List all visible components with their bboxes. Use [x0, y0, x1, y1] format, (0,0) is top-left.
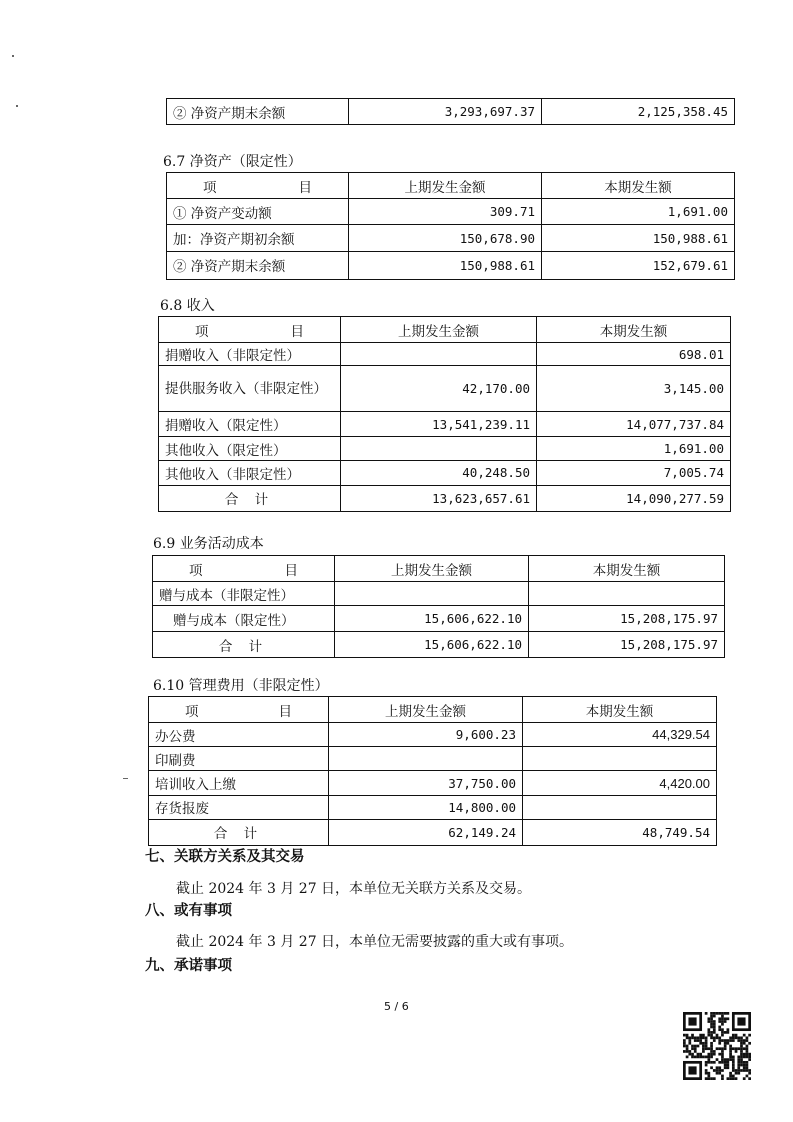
- heading-commitments: 九、承诺事项: [145, 957, 232, 974]
- current-amount: 152,679.61: [542, 251, 735, 279]
- total-label: 合 计: [159, 485, 341, 511]
- net-assets-unrestricted-table-tail: [166, 98, 735, 125]
- prior-amount: [341, 343, 537, 365]
- table-header-row: [153, 556, 725, 582]
- row-label: 存货报废: [149, 795, 329, 819]
- table-row: [159, 436, 731, 460]
- table-header-row: [167, 173, 735, 199]
- admin-expense-table: [148, 696, 717, 846]
- current-total: 14,090,277.59: [537, 485, 731, 511]
- header-prior: 上期发生金额: [335, 556, 529, 582]
- row-label: 其他收入（非限定性）: [159, 461, 341, 485]
- header-item-right: 目: [278, 703, 292, 720]
- total-label: 合 计: [153, 632, 335, 658]
- prior-amount: [341, 436, 537, 460]
- prior-amount: 309.71: [349, 199, 542, 225]
- header-item-right: 目: [290, 323, 304, 340]
- prior-amount: 40,248.50: [341, 461, 537, 485]
- table-row: [149, 795, 717, 819]
- table-total-row: [149, 819, 717, 845]
- prior-amount: 13,541,239.11: [341, 412, 537, 436]
- current-amount: 698.01: [537, 343, 731, 365]
- header-current: 本期发生额: [537, 317, 731, 343]
- table-row: [153, 606, 725, 632]
- table-row: [159, 343, 731, 365]
- prior-amount: 37,750.00: [329, 771, 523, 795]
- header-current: 本期发生额: [529, 556, 725, 582]
- prior-amount: [335, 582, 529, 606]
- prior-amount: 3,293,697.37: [349, 99, 542, 125]
- table-row: [149, 747, 717, 771]
- prior-amount: 14,800.00: [329, 795, 523, 819]
- table-total-row: [153, 632, 725, 658]
- table-row: [159, 461, 731, 485]
- table-row: [167, 251, 735, 279]
- section-title-6-8: 6.8 收入: [160, 298, 215, 314]
- row-label: 印刷费: [149, 747, 329, 771]
- table-row: [153, 582, 725, 606]
- net-assets-restricted-table: [166, 172, 735, 280]
- page-number: 5 / 6: [384, 1000, 409, 1013]
- program-cost-table: [152, 555, 725, 658]
- header-item-left: 项: [185, 703, 199, 720]
- qr-code-icon: [683, 1012, 751, 1080]
- row-label: 培训收入上缴: [149, 771, 329, 795]
- prior-amount: 150,988.61: [349, 251, 542, 279]
- prior-amount: 9,600.23: [329, 723, 523, 747]
- table-header-row: [159, 317, 731, 343]
- prior-amount: 15,606,622.10: [335, 606, 529, 632]
- row-label: 提供服务收入（非限定性）: [159, 365, 341, 412]
- margin-speck: [16, 105, 18, 107]
- current-amount: [529, 582, 725, 606]
- heading-related-parties: 七、关联方关系及其交易: [145, 848, 305, 865]
- row-label: 其他收入（限定性）: [159, 436, 341, 460]
- row-label: 捐赠收入（限定性）: [159, 412, 341, 436]
- table-row: [167, 199, 735, 225]
- current-amount: 15,208,175.97: [529, 606, 725, 632]
- table-row: [167, 99, 735, 125]
- header-current: 本期发生额: [523, 697, 717, 723]
- current-amount: [523, 747, 717, 771]
- current-total: 48,749.54: [523, 819, 717, 845]
- row-label: 办公费: [149, 723, 329, 747]
- current-total: 15,208,175.97: [529, 632, 725, 658]
- current-amount: 3,145.00: [537, 365, 731, 412]
- current-amount: [523, 795, 717, 819]
- margin-speck: [12, 55, 14, 57]
- heading-contingencies: 八、或有事项: [145, 902, 232, 919]
- header-current: 本期发生额: [542, 173, 735, 199]
- section-title-6-9: 6.9 业务活动成本: [153, 536, 264, 552]
- prior-amount: 150,678.90: [349, 225, 542, 251]
- header-item-right: 目: [298, 179, 312, 196]
- current-amount: 1,691.00: [537, 436, 731, 460]
- row-label: ① 净资产变动额: [167, 199, 349, 225]
- row-label: 赠与成本（非限定性）: [153, 582, 335, 606]
- header-item-left: 项: [203, 179, 217, 196]
- current-amount: 44,329.54: [523, 723, 717, 747]
- table-row: [159, 412, 731, 436]
- section-title-6-7: 6.7 净资产（限定性）: [163, 154, 302, 170]
- table-total-row: [159, 485, 731, 511]
- table-row: [149, 723, 717, 747]
- current-amount: 2,125,358.45: [542, 99, 735, 125]
- current-amount: 150,988.61: [542, 225, 735, 251]
- current-amount: 7,005.74: [537, 461, 731, 485]
- table-row: [159, 365, 731, 412]
- total-label: 合 计: [149, 819, 329, 845]
- row-label: ② 净资产期末余额: [167, 99, 349, 125]
- header-prior: 上期发生金额: [349, 173, 542, 199]
- row-label: 捐赠收入（非限定性）: [159, 343, 341, 365]
- current-amount: 4,420.00: [523, 771, 717, 795]
- prior-total: 62,149.24: [329, 819, 523, 845]
- prior-total: 15,606,622.10: [335, 632, 529, 658]
- revenue-table: [158, 316, 731, 512]
- row-label: 赠与成本（限定性）: [153, 606, 335, 632]
- paragraph-contingencies: 截止 2024 年 3 月 27 日，本单位无需要披露的重大或有事项。: [176, 934, 574, 950]
- header-item-left: 项: [195, 323, 209, 340]
- row-label: 加：净资产期初余额: [167, 225, 349, 251]
- table-row: [149, 771, 717, 795]
- prior-amount: 42,170.00: [341, 365, 537, 412]
- table-header-row: [149, 697, 717, 723]
- header-item-right: 目: [284, 562, 298, 579]
- paragraph-related-parties: 截止 2024 年 3 月 27 日，本单位无关联方关系及交易。: [176, 881, 532, 897]
- row-label: ② 净资产期末余额: [167, 251, 349, 279]
- prior-total: 13,623,657.61: [341, 485, 537, 511]
- current-amount: 14,077,737.84: [537, 412, 731, 436]
- table-row: [167, 225, 735, 251]
- section-title-6-10: 6.10 管理费用（非限定性）: [153, 678, 329, 694]
- prior-amount: [329, 747, 523, 771]
- margin-speck: [123, 778, 128, 779]
- current-amount: 1,691.00: [542, 199, 735, 225]
- header-prior: 上期发生金额: [329, 697, 523, 723]
- header-prior: 上期发生金额: [341, 317, 537, 343]
- header-item-left: 项: [189, 562, 203, 579]
